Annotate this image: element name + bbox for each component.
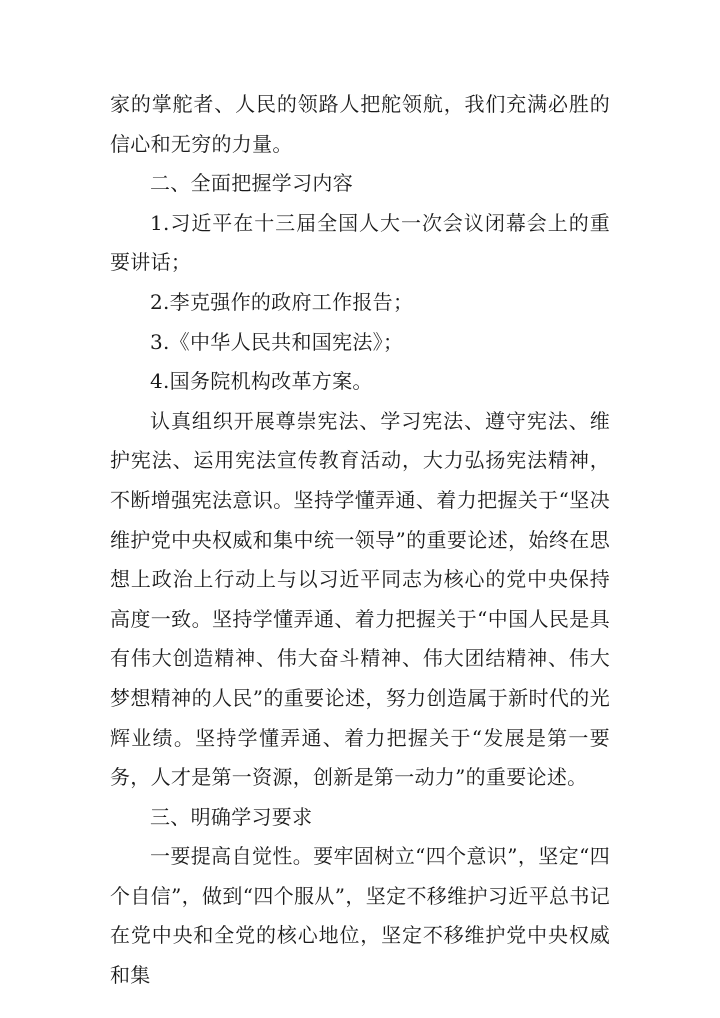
- document-body: [110, 85, 610, 996]
- section-heading-3: 三、明确学习要求: [150, 804, 313, 829]
- list-item-4: 4.国务院机构改革方案。: [150, 369, 373, 394]
- body-paragraph: 认真组织开展尊崇宪法、学习宪法、遵守宪法、维护宪法、运用宪法宣传教育活动，大力弘扬宪法精神，不断增强宪法意识。坚持学懂弄通、着力把握关于“坚决维护党中央权威和集中统一领导”的重要论述，始终在思想上政治上行动上与以习近平同志为核心的党中央保持高度一致。坚持学懂弄通、着力把握关于“中国人民是具有伟大创造精神、伟大奋斗精神、伟大团结精神、伟大梦想精神的人民”的重要论述，努力创造属于新时代的光辉业绩。坚持学懂弄通、着力把握关于“发展是第一要务，人才是第一资源，创新是第一动力”的重要论述。: [110, 408, 610, 790]
- requirement-paragraph: 一要提高自觉性。要牢固树立“四个意识”，坚定“四个自信”，做到“四个服从”，坚定不移维护习近平总书记在党中央和全党的核心地位，坚定不移维护党中央权威和集: [110, 844, 610, 988]
- section-heading-2: 二、全面把握学习内容: [150, 171, 353, 196]
- list-item-3: 3.《中华人民共和国宪法》；: [150, 329, 404, 354]
- paragraph-continuation: 家的掌舵者、人民的领路人把舵领航，我们充满必胜的信心和无穷的力量。: [110, 92, 610, 156]
- list-item-1: 1.习近平在十三届全国人大一次会议闭幕会上的重要讲话；: [110, 210, 610, 275]
- list-item-2: 2.李克强作的政府工作报告；: [150, 289, 414, 314]
